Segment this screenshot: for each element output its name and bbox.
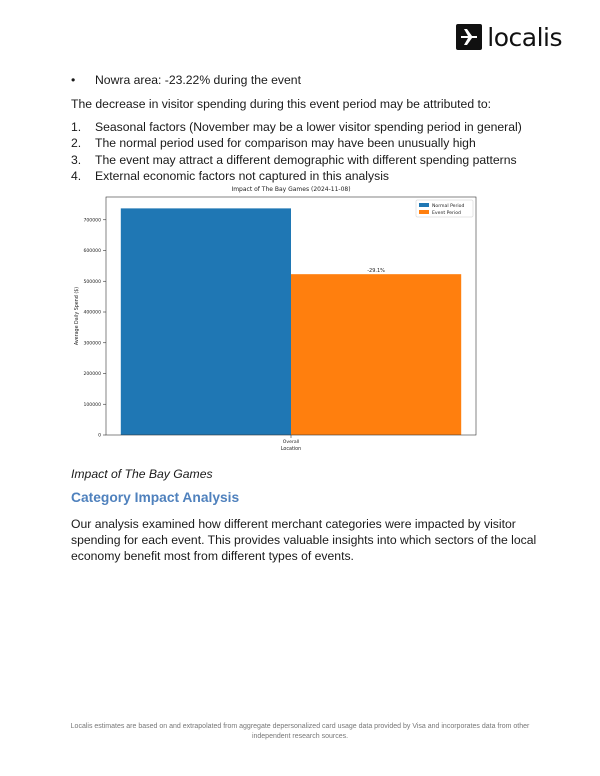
bar-event-period xyxy=(291,274,461,435)
y-tick-label: 100000 xyxy=(83,402,101,408)
legend-label: Event Period xyxy=(432,210,461,216)
chart-title: Impact of The Bay Games (2024-11-08) xyxy=(231,186,351,193)
list-number: 2. xyxy=(71,136,82,151)
list-text: The normal period used for comparison may have been unusually high xyxy=(95,136,476,151)
footer-disclaimer: Localis estimates are based on and extrapolated from aggregate depersonalized card usage data provided by Visa and incorporates data from other independent research sources. xyxy=(70,723,530,740)
y-tick-label: 400000 xyxy=(83,310,101,316)
list-text: The event may attract a different demographic with different spending patterns xyxy=(95,152,517,167)
brand-name: localis xyxy=(487,22,562,52)
chart-svg xyxy=(70,183,490,453)
brand-logo xyxy=(456,22,562,52)
legend-swatch xyxy=(419,210,429,214)
y-tick-label: 300000 xyxy=(83,341,101,347)
section-paragraph: Our analysis examined how different merchant categories were impacted by visitor spending for each event. This provides valuable insights into which sectors of the local economy benefit most from different types of events. xyxy=(71,517,537,564)
list-text: External economic factors not captured in this analysis xyxy=(95,168,389,183)
y-tick-label: 0 xyxy=(98,433,101,439)
list-number: 1. xyxy=(71,120,82,134)
legend-label: Normal Period xyxy=(432,203,465,209)
bullet-text: Nowra area: -23.22% during the event xyxy=(95,73,301,87)
list-item xyxy=(71,153,522,169)
reasons-list xyxy=(71,120,522,185)
y-axis-label: Average Daily Spend ($) xyxy=(75,286,80,346)
y-tick-label: 600000 xyxy=(83,249,101,255)
list-number: 4. xyxy=(71,168,82,183)
chart-caption: Impact of The Bay Games xyxy=(71,467,213,481)
bullet-symbol: • xyxy=(71,73,76,87)
nowra-bullet xyxy=(71,73,301,87)
list-item xyxy=(71,136,522,152)
y-tick-label: 200000 xyxy=(83,372,101,378)
impact-chart xyxy=(70,183,490,453)
list-item xyxy=(71,120,522,136)
y-tick-label: 500000 xyxy=(83,279,101,285)
y-tick-label: 700000 xyxy=(83,218,101,224)
x-axis-label: Location xyxy=(280,447,302,452)
section-heading: Category Impact Analysis xyxy=(71,490,240,505)
x-tick-label: Overall xyxy=(282,440,300,445)
bar-normal-period xyxy=(121,208,291,435)
intro-text: The decrease in visitor spending during this event period may be attributed to: xyxy=(71,97,492,111)
legend-swatch xyxy=(419,203,429,207)
bar-annotation: -29.1% xyxy=(367,268,385,275)
plane-icon xyxy=(456,24,482,50)
list-number: 3. xyxy=(71,152,82,167)
list-text: Seasonal factors (November may be a lower visitor spending period in general) xyxy=(95,120,522,134)
